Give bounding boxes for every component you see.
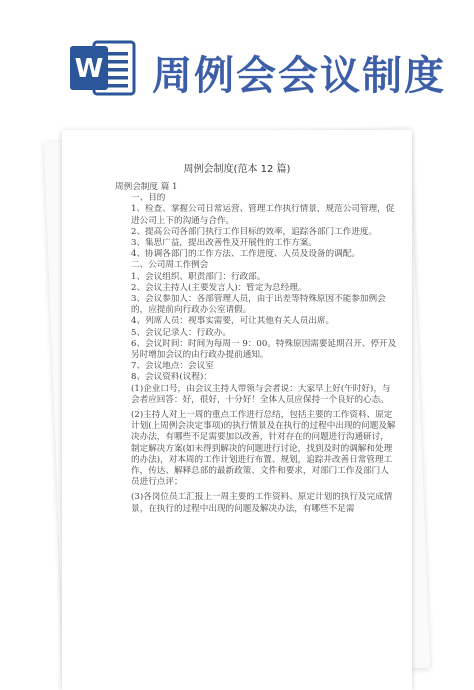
page-title: 周例会会议制度	[152, 53, 446, 99]
word-icon-letter: W	[74, 54, 104, 84]
section-heading: 二、公司周工作例会	[131, 260, 209, 271]
paragraph: (1)企业口号，由会议主持人带领与会者说：大家早上好(午时好)，与会者应回答：好，很好，十分好！全体人员应保持一个良好的心态。	[131, 383, 391, 405]
paragraph: (2)主持人对上一周的重点工作进行总结，包括主要的工作资料、原定计划(上周例会决定事项)的执行情景及在执行的过程中出现的问题及解决办法，有哪些不足需要加以改善，针对存在的问题进行沟通研讨，制定解决方案(如未得到解决的问题进行讨论，找到及时的调解和处理的办法)，对本周的工作计划进行布置、规划，追踪并改善日常管理工作，传达、解释总部的最新政策、文件和要求，对部门工作及部门人员进行点评；	[131, 410, 396, 488]
paragraph: 6、会议时间：时间为每周一 9：00。特殊原因需要延期召开、停开及另时增加会议的由行政办提前通知。	[131, 338, 397, 361]
paragraph: 4、列席人员：视事实需要，可让其他有关人员出席。	[131, 316, 335, 327]
paragraph: 2、会议主持人(主要发言人)：暂定为总经理。	[131, 282, 307, 293]
paragraph: 3、集思广益，提出改善性及开展性的工作方案。	[131, 238, 317, 249]
banner-header	[0, 0, 474, 128]
paragraph: 8、会议资料(议程)：	[131, 372, 212, 383]
section-heading: 周例会制度 篇 1	[115, 182, 178, 192]
section-heading: 一、目的	[131, 193, 166, 204]
document-page	[62, 130, 412, 690]
paragraph: 2、提高公司各部门执行工作目标的效率，追踪各部门工作进度。	[131, 226, 378, 237]
paragraph: 1、会议组织、职责部门：行政部。	[131, 271, 266, 282]
paragraph: 1、检查、掌握公司日常运营、管理工作执行情景，规范公司管理，促进公司上下的沟通与合作。	[131, 204, 395, 226]
paragraph: 3、会议参加人：各部管理人员，由于出差等特殊原因不能参加例会的，应提前向行政办公室请假。	[131, 294, 386, 316]
word-document-icon	[70, 38, 136, 98]
document-title: 周例会制度(范本 12 篇)	[183, 164, 291, 175]
paragraph: (3)各岗位员工汇报上一周主要的工作资料、原定计划的执行及完成情景，在执行的过程中出现的问题及解决办法，有哪些不足需	[131, 492, 393, 514]
paragraph: 5、会议记录人：行政办。	[131, 327, 231, 338]
paragraph: 7、会议地点：会议室	[131, 361, 214, 372]
paragraph: 4、协调各部门的工作方法、工作进度、人员及设备的调配。	[131, 249, 360, 260]
document-body	[115, 182, 397, 515]
